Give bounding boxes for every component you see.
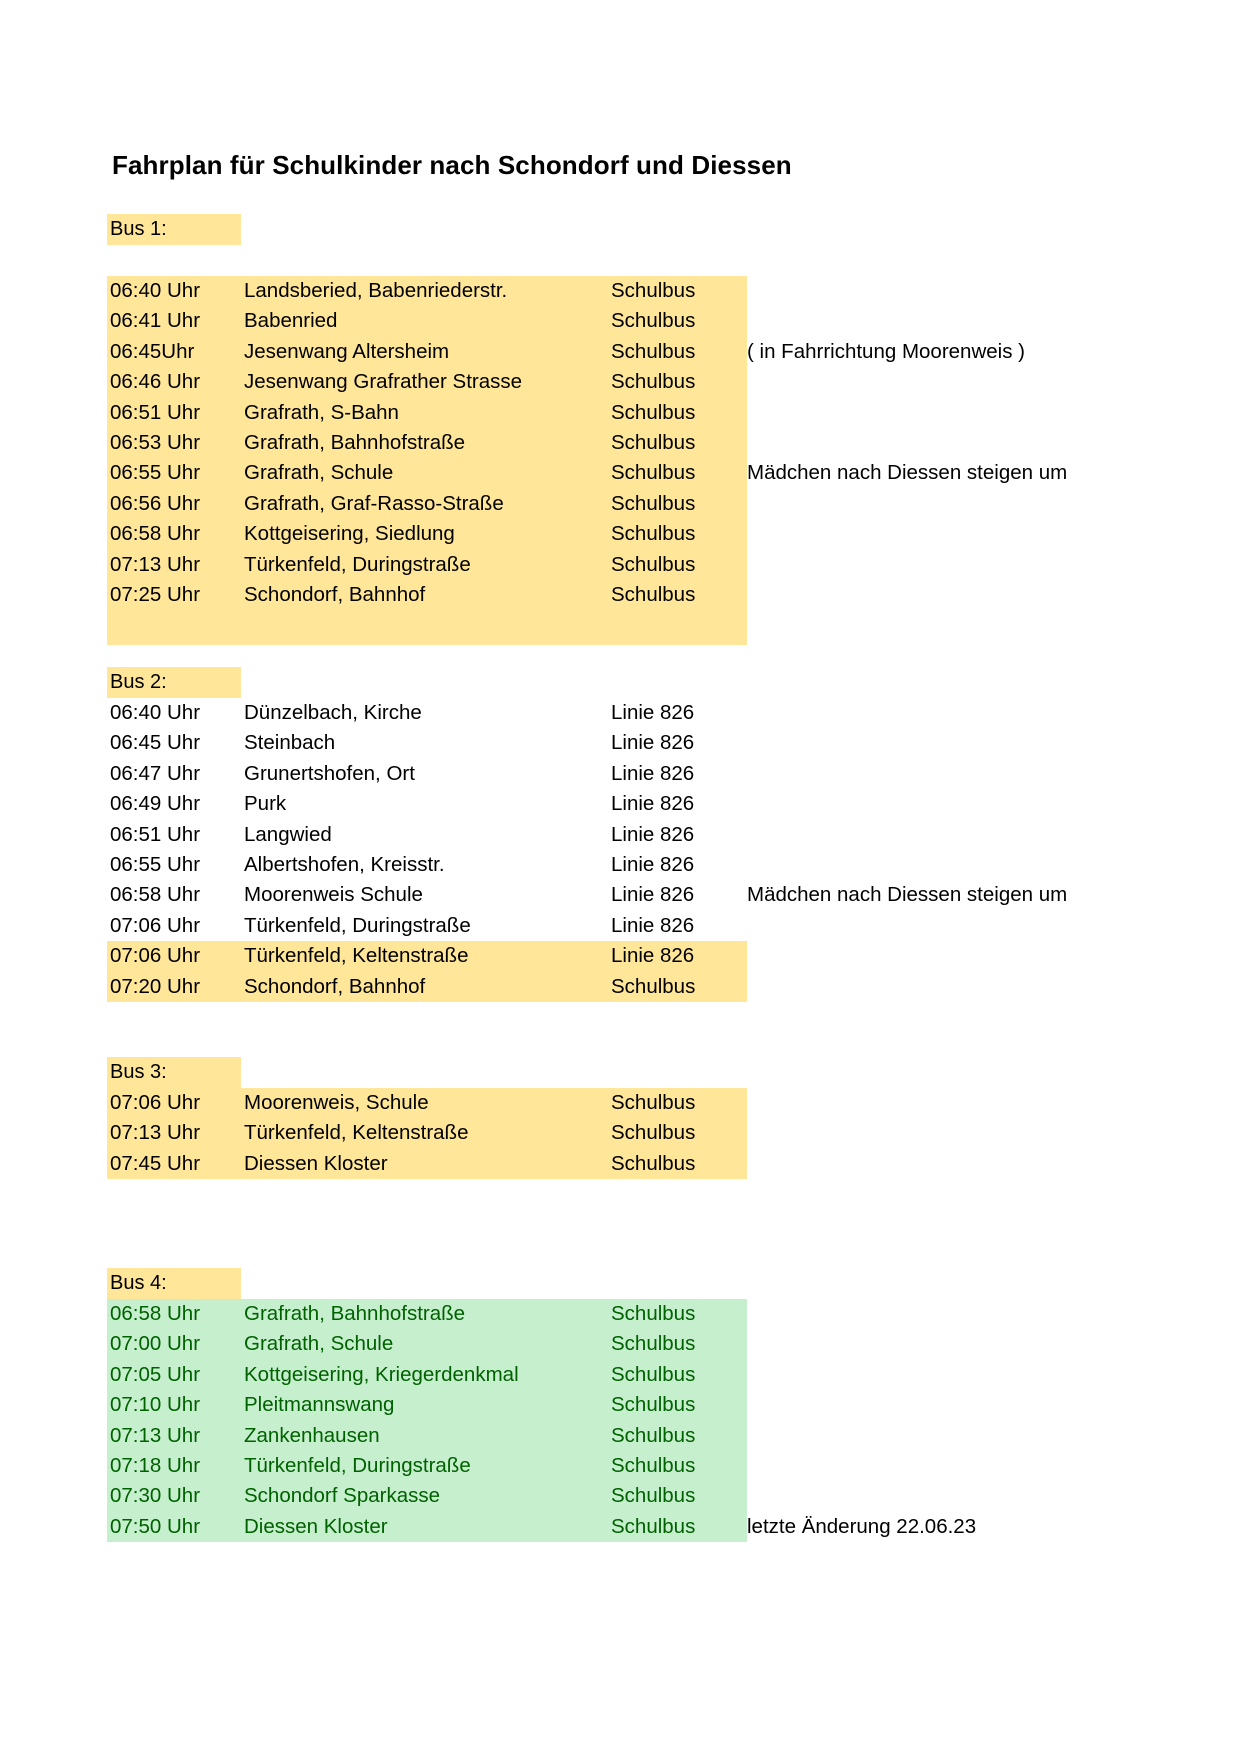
table-row: [107, 337, 1025, 367]
type-cell: Schulbus: [611, 1302, 696, 1325]
bus4-header: Bus 4:: [107, 1268, 241, 1299]
type-cell: Schulbus: [611, 552, 696, 576]
type-cell: Schulbus: [611, 1453, 696, 1477]
stop-cell: Landsberied, Babenriederstr.: [244, 279, 508, 302]
stop-cell: Schondorf Sparkasse: [244, 1484, 441, 1508]
stop-cell: Grafrath, Schule: [244, 461, 394, 485]
type-cell: Schulbus: [611, 1121, 696, 1145]
type-cell: Schulbus: [611, 1484, 696, 1508]
type-cell: Schulbus: [611, 1362, 696, 1386]
table-row: [107, 759, 747, 789]
table-row: [107, 820, 747, 850]
stop-cell: Grafrath, Schule: [244, 1332, 394, 1356]
time-cell: 06:40 Uhr: [110, 279, 201, 302]
time-cell: 06:56 Uhr: [110, 491, 201, 515]
type-cell: Schulbus: [611, 1514, 696, 1538]
type-cell: Linie 826: [611, 852, 695, 876]
time-cell: 06:58 Uhr: [110, 522, 201, 546]
stop-cell: Albertshofen, Kreisstr.: [244, 852, 445, 876]
type-cell: Linie 826: [611, 883, 695, 907]
stop-cell: Pleitmannswang: [244, 1393, 395, 1417]
table-row: [107, 880, 1068, 910]
table-row: [107, 1481, 747, 1511]
type-cell: Schulbus: [611, 279, 696, 302]
stop-cell: Grafrath, Bahnhofstraße: [244, 1302, 466, 1325]
bus3-header: Bus 3:: [107, 1057, 241, 1088]
stop-cell: Türkenfeld, Duringstraße: [244, 1453, 471, 1477]
stop-cell: Diessen Kloster: [244, 1151, 388, 1175]
time-cell: 07:06 Uhr: [110, 913, 201, 937]
table-row: [107, 306, 747, 336]
table-row: [107, 428, 747, 458]
stop-cell: Schondorf, Bahnhof: [244, 582, 426, 606]
time-cell: 07:00 Uhr: [110, 1332, 201, 1356]
type-cell: Linie 826: [611, 913, 695, 937]
time-cell: 07:30 Uhr: [110, 1484, 201, 1508]
time-cell: 07:13 Uhr: [110, 1423, 201, 1447]
table-row: [107, 972, 747, 1002]
stop-cell: Türkenfeld, Keltenstraße: [244, 1121, 469, 1145]
stop-cell: Purk: [244, 792, 287, 816]
table-row: [107, 367, 747, 397]
note-cell: letzte Änderung 22.06.23: [747, 1514, 977, 1538]
stop-cell: Schondorf, Bahnhof: [244, 974, 426, 998]
stop-cell: Grunertshofen, Ort: [244, 761, 415, 785]
table-row: [107, 941, 747, 971]
type-cell: Linie 826: [611, 761, 695, 785]
stop-cell: Langwied: [244, 822, 332, 846]
stop-cell: Steinbach: [244, 731, 336, 755]
time-cell: 06:55 Uhr: [110, 852, 201, 876]
table-row: [107, 789, 747, 819]
stop-cell: Türkenfeld, Duringstraße: [244, 913, 471, 937]
type-cell: Schulbus: [611, 370, 696, 394]
table-row: [107, 850, 747, 880]
bus3-section: [107, 1057, 747, 1179]
bus1-header: Bus 1:: [107, 214, 241, 245]
table-row: [107, 1118, 747, 1148]
stop-cell: Babenried: [244, 309, 338, 333]
table-row: [107, 728, 747, 758]
type-cell: Schulbus: [611, 1393, 696, 1417]
time-cell: 06:45Uhr: [110, 339, 195, 363]
type-cell: Schulbus: [611, 461, 696, 485]
time-cell: 07:13 Uhr: [110, 552, 201, 576]
table-row: [107, 1451, 747, 1481]
time-cell: 07:20 Uhr: [110, 974, 201, 998]
time-cell: 06:58 Uhr: [110, 883, 201, 907]
stop-cell: Kottgeisering, Kriegerdenkmal: [244, 1362, 519, 1386]
time-cell: 06:45 Uhr: [110, 731, 201, 755]
time-cell: 06:53 Uhr: [110, 430, 201, 454]
type-cell: Schulbus: [611, 974, 696, 998]
time-cell: 07:10 Uhr: [110, 1393, 201, 1417]
stop-cell: Diessen Kloster: [244, 1514, 388, 1538]
stop-cell: Jesenwang Altersheim: [244, 339, 450, 363]
table-row: [107, 1329, 747, 1359]
time-cell: 07:50 Uhr: [110, 1514, 201, 1538]
time-cell: 07:13 Uhr: [110, 1121, 201, 1145]
time-cell: 06:46 Uhr: [110, 370, 201, 394]
type-cell: Schulbus: [611, 1332, 696, 1356]
time-cell: 06:51 Uhr: [110, 822, 201, 846]
bus2-header: Bus 2:: [107, 667, 241, 698]
table-row: [107, 398, 747, 428]
time-cell: 06:55 Uhr: [110, 461, 201, 485]
type-cell: Schulbus: [611, 491, 696, 515]
note-cell: ( in Fahrrichtung Moorenweis ): [747, 339, 1025, 363]
type-cell: Linie 826: [611, 944, 695, 968]
table-row: [107, 1390, 747, 1420]
type-cell: Schulbus: [611, 430, 696, 454]
stop-cell: Türkenfeld, Duringstraße: [244, 552, 471, 576]
time-cell: 07:05 Uhr: [110, 1362, 201, 1386]
table-row: [107, 1360, 747, 1390]
table-row: [107, 1299, 747, 1329]
table-row: [107, 1149, 747, 1179]
table-row: [107, 1088, 747, 1118]
time-cell: 06:49 Uhr: [110, 792, 201, 816]
time-cell: 06:58 Uhr: [110, 1302, 201, 1325]
stop-cell: Türkenfeld, Keltenstraße: [244, 944, 469, 968]
table-row: [107, 550, 747, 580]
bus1-rows: [107, 276, 1068, 645]
time-cell: 07:45 Uhr: [110, 1151, 201, 1175]
stop-cell: Moorenweis Schule: [244, 883, 423, 907]
bus1-padding: [107, 610, 747, 645]
table-row: [107, 458, 1068, 488]
stop-cell: Jesenwang Grafrather Strasse: [244, 370, 523, 394]
table-row: [107, 276, 747, 306]
stop-cell: Kottgeisering, Siedlung: [244, 522, 455, 546]
time-cell: 06:41 Uhr: [110, 309, 201, 333]
table-row: [107, 1512, 977, 1542]
page-title: Fahrplan für Schulkinder nach Schondorf und Diessen: [112, 150, 792, 180]
table-row: [107, 489, 747, 519]
stop-cell: Moorenweis, Schule: [244, 1091, 429, 1114]
type-cell: Linie 826: [611, 731, 695, 755]
note-cell: Mädchen nach Diessen steigen um: [747, 883, 1068, 907]
bus1-section: [107, 214, 1068, 645]
stop-cell: Dünzelbach, Kirche: [244, 701, 422, 724]
type-cell: Linie 826: [611, 701, 695, 724]
table-row: [107, 580, 747, 610]
stop-cell: Grafrath, Graf-Rasso-Straße: [244, 491, 504, 515]
stop-cell: Grafrath, Bahnhofstraße: [244, 430, 466, 454]
type-cell: Schulbus: [611, 582, 696, 606]
type-cell: Schulbus: [611, 522, 696, 546]
table-row: [107, 911, 747, 941]
bus2-section: [107, 667, 1068, 1002]
type-cell: Schulbus: [611, 1423, 696, 1447]
time-cell: 07:18 Uhr: [110, 1453, 201, 1477]
type-cell: Linie 826: [611, 822, 695, 846]
time-cell: 07:06 Uhr: [110, 1091, 201, 1114]
table-row: [107, 1421, 747, 1451]
table-row: [107, 519, 747, 549]
time-cell: 07:06 Uhr: [110, 944, 201, 968]
type-cell: Schulbus: [611, 309, 696, 333]
stop-cell: Grafrath, S-Bahn: [244, 400, 399, 424]
type-cell: Schulbus: [611, 339, 696, 363]
time-cell: 07:25 Uhr: [110, 582, 201, 606]
time-cell: 06:51 Uhr: [110, 400, 201, 424]
stop-cell: Zankenhausen: [244, 1423, 380, 1447]
type-cell: Linie 826: [611, 792, 695, 816]
type-cell: Schulbus: [611, 1151, 696, 1175]
table-row: [107, 698, 747, 728]
note-cell: Mädchen nach Diessen steigen um: [747, 461, 1068, 485]
bus4-section: [107, 1268, 977, 1542]
type-cell: Schulbus: [611, 1091, 696, 1114]
type-cell: Schulbus: [611, 400, 696, 424]
time-cell: 06:40 Uhr: [110, 701, 201, 724]
time-cell: 06:47 Uhr: [110, 761, 201, 785]
